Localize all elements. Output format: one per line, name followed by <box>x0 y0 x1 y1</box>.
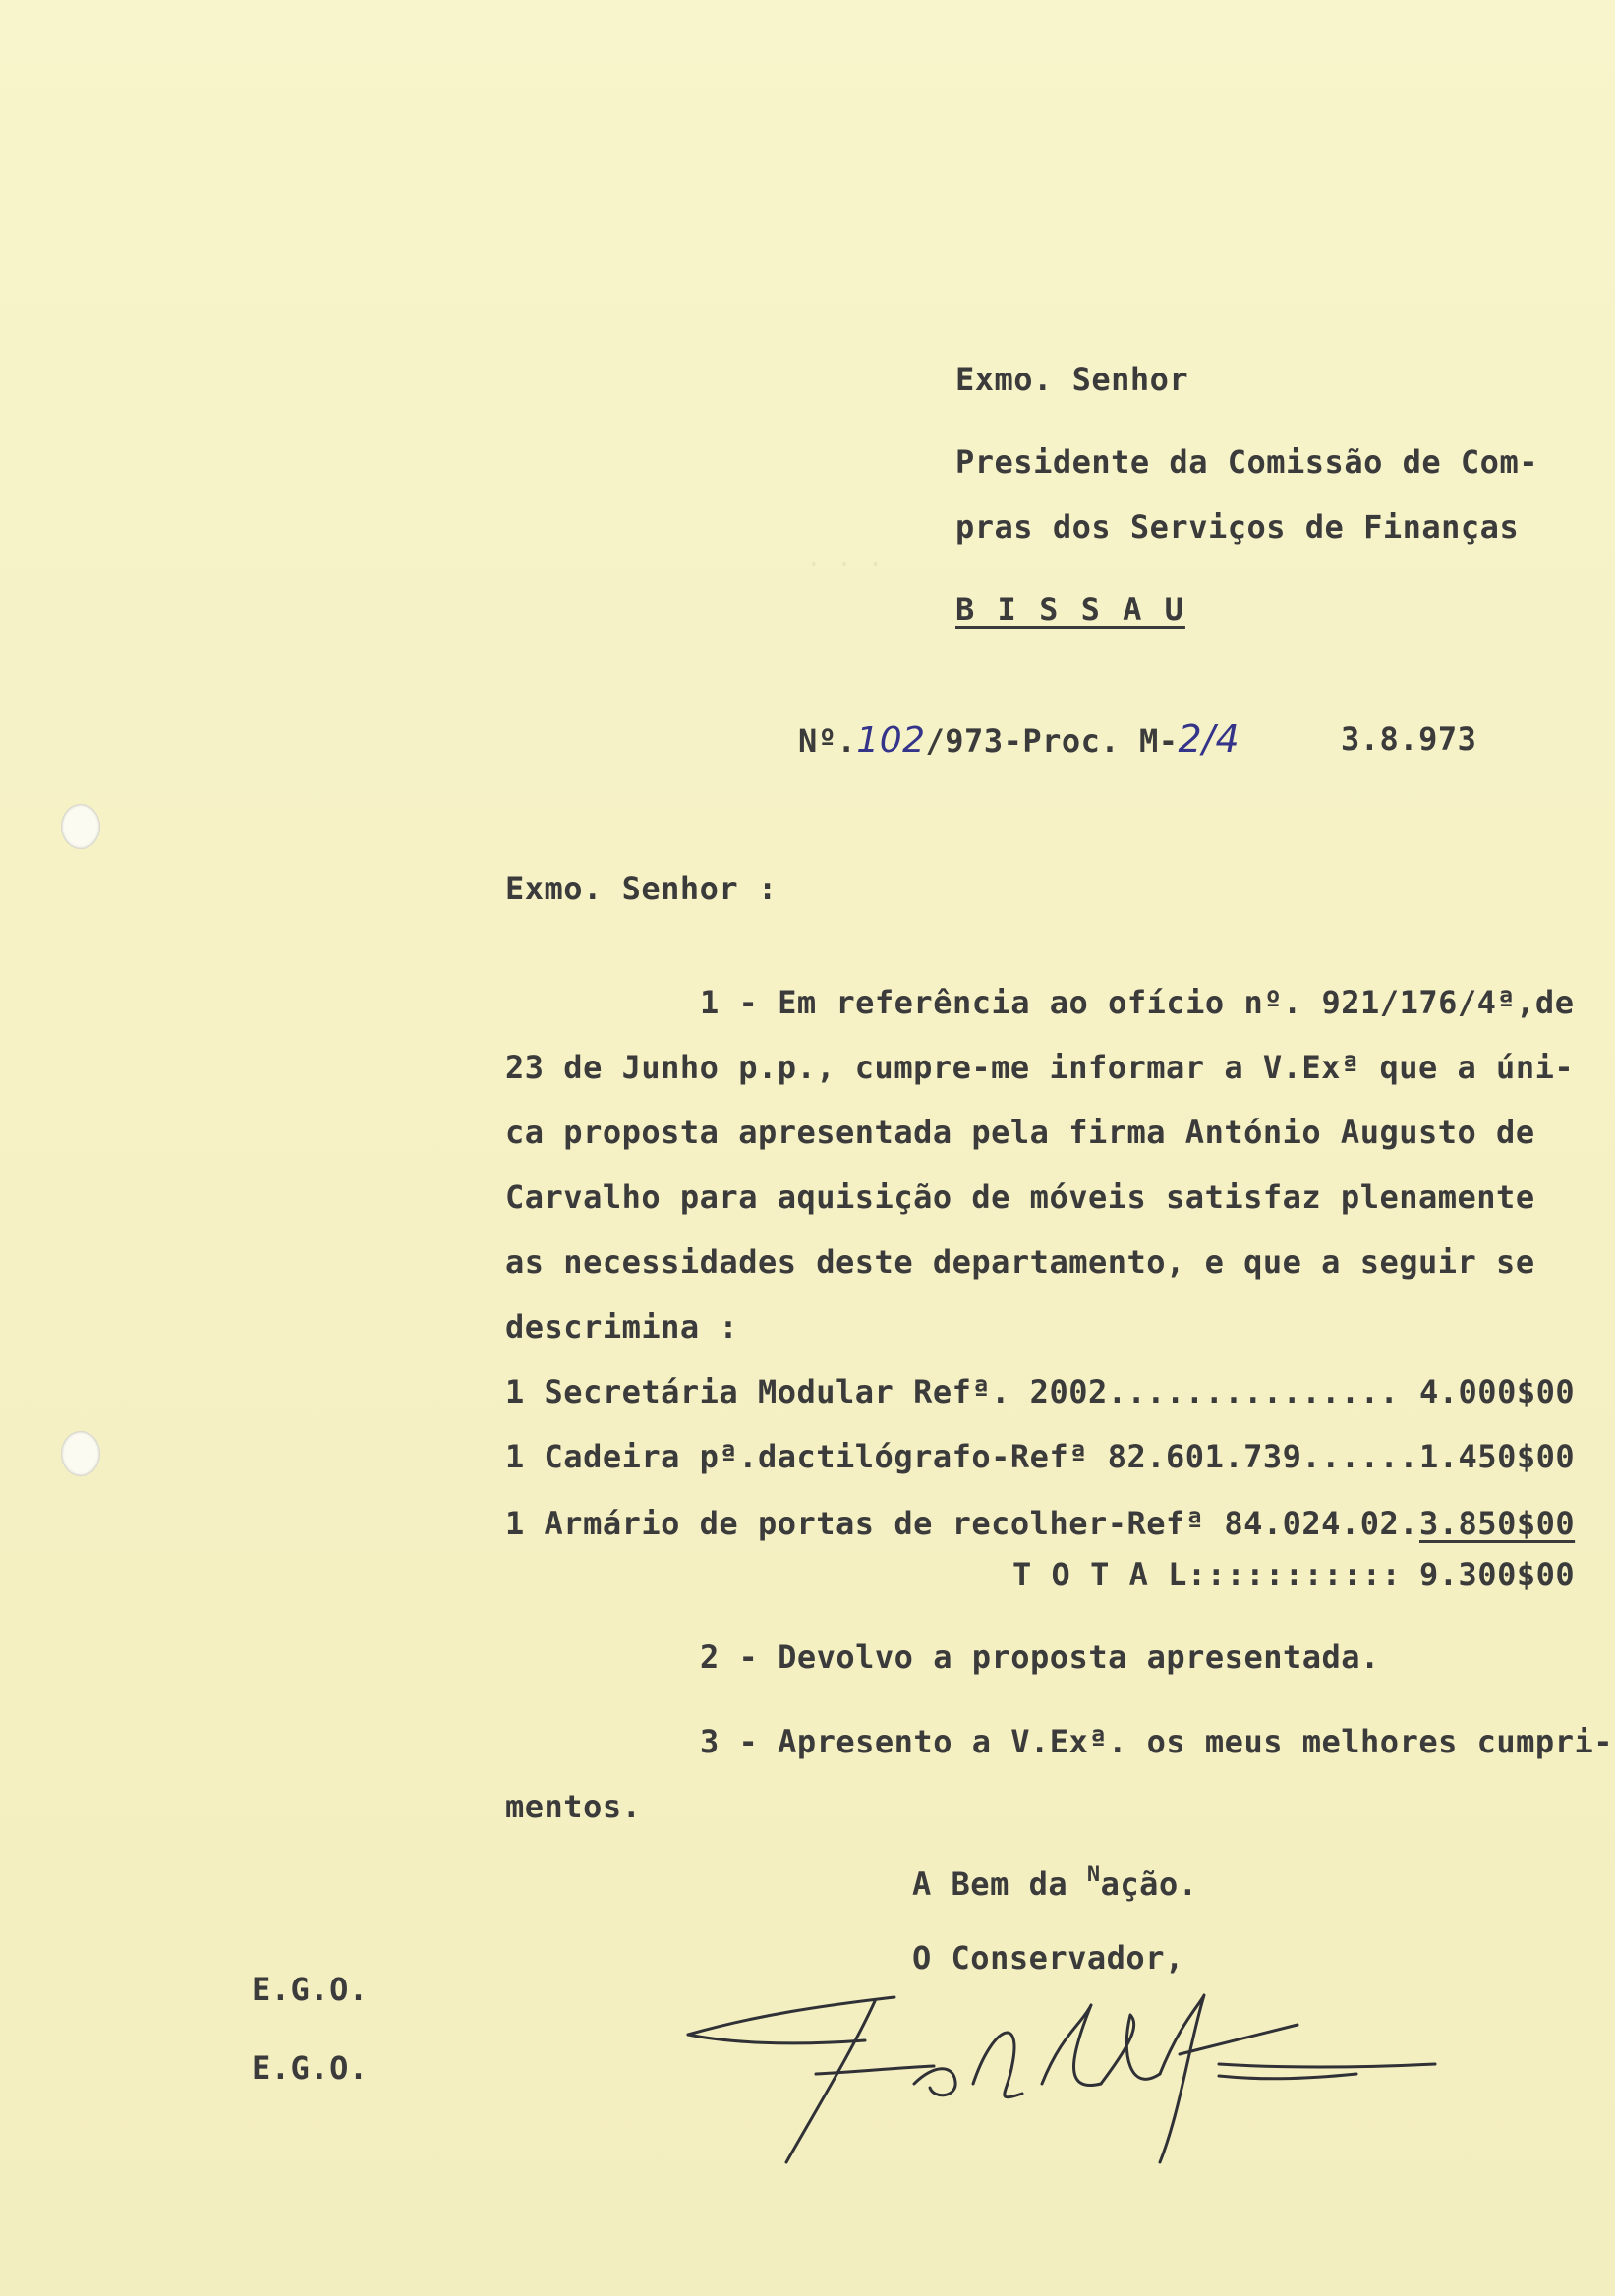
body-greeting: Exmo. Senhor : <box>505 870 778 907</box>
show-through-texture: · · · <box>806 550 884 580</box>
handwritten-number: 102 <box>856 720 926 761</box>
address-city: B I S S A U <box>955 591 1185 628</box>
signature <box>668 1966 1455 2202</box>
item-amount: 4.000$00 <box>1419 1373 1576 1410</box>
reference-prefix: Nº. <box>798 722 857 760</box>
paragraph-3-line-1: 3 - Apresento a V.Exª. os meus melhores cumpri- <box>700 1723 1613 1760</box>
address-line-2: pras dos Serviços de Finanças <box>955 508 1520 545</box>
footer-initials-1: E.G.O. <box>252 1971 369 2008</box>
p1-line: 1 - Em referência ao ofício nº. 921/176/4ª,de <box>700 984 1575 1021</box>
item-text: 1 Cadeira pª.dactilógrafo-Refª 82.601.739...... <box>505 1438 1418 1475</box>
handwritten-suffix: 2/4 <box>1178 718 1240 761</box>
closing-motto <box>912 1856 1197 1904</box>
punch-hole-top <box>61 804 100 849</box>
motto-part-b: ação. <box>1100 1866 1198 1903</box>
total-amount: 9.300$00 <box>1419 1556 1576 1593</box>
punch-hole-bottom <box>61 1431 100 1476</box>
p1-line: 23 de Junho p.p., cumpre-me informar a V.Exª que a úni- <box>505 1049 1575 1086</box>
reference-date: 3.8.973 <box>1341 720 1477 758</box>
item-text: 1 Secretária Modular Refª. 2002............... <box>505 1373 1400 1410</box>
item-text: 1 Armário de portas de recolher-Refª 84.024.02. <box>505 1505 1418 1542</box>
reference-line <box>798 719 1240 761</box>
total-label: T O T A L::::::::::: <box>1012 1556 1402 1593</box>
motto-part-a: A Bem da <box>912 1866 1087 1903</box>
address-salutation: Exmo. Senhor <box>955 361 1189 398</box>
footer-initials-2: E.G.O. <box>252 2049 369 2087</box>
paragraph-3-line-2: mentos. <box>505 1788 642 1825</box>
item-amount: 3.850$00 <box>1419 1505 1576 1542</box>
paragraph-2: 2 - Devolvo a proposta apresentada. <box>700 1638 1380 1676</box>
p1-line: Carvalho para aquisição de móveis satisfaz plenamente <box>505 1178 1535 1216</box>
p1-line: ca proposta apresentada pela firma António Augusto de <box>505 1114 1535 1151</box>
motto-superscript: N <box>1086 1863 1101 1887</box>
address-line-1: Presidente da Comissão de Com- <box>955 443 1538 481</box>
reference-middle: /973-Proc. M- <box>925 722 1179 760</box>
p1-line: as necessidades deste departamento, e que a seguir se <box>505 1243 1535 1281</box>
p1-line: descrimina : <box>505 1308 739 1346</box>
closing-signer: O Conservador, <box>912 1939 1184 1977</box>
item-amount: 1.450$00 <box>1419 1438 1576 1475</box>
